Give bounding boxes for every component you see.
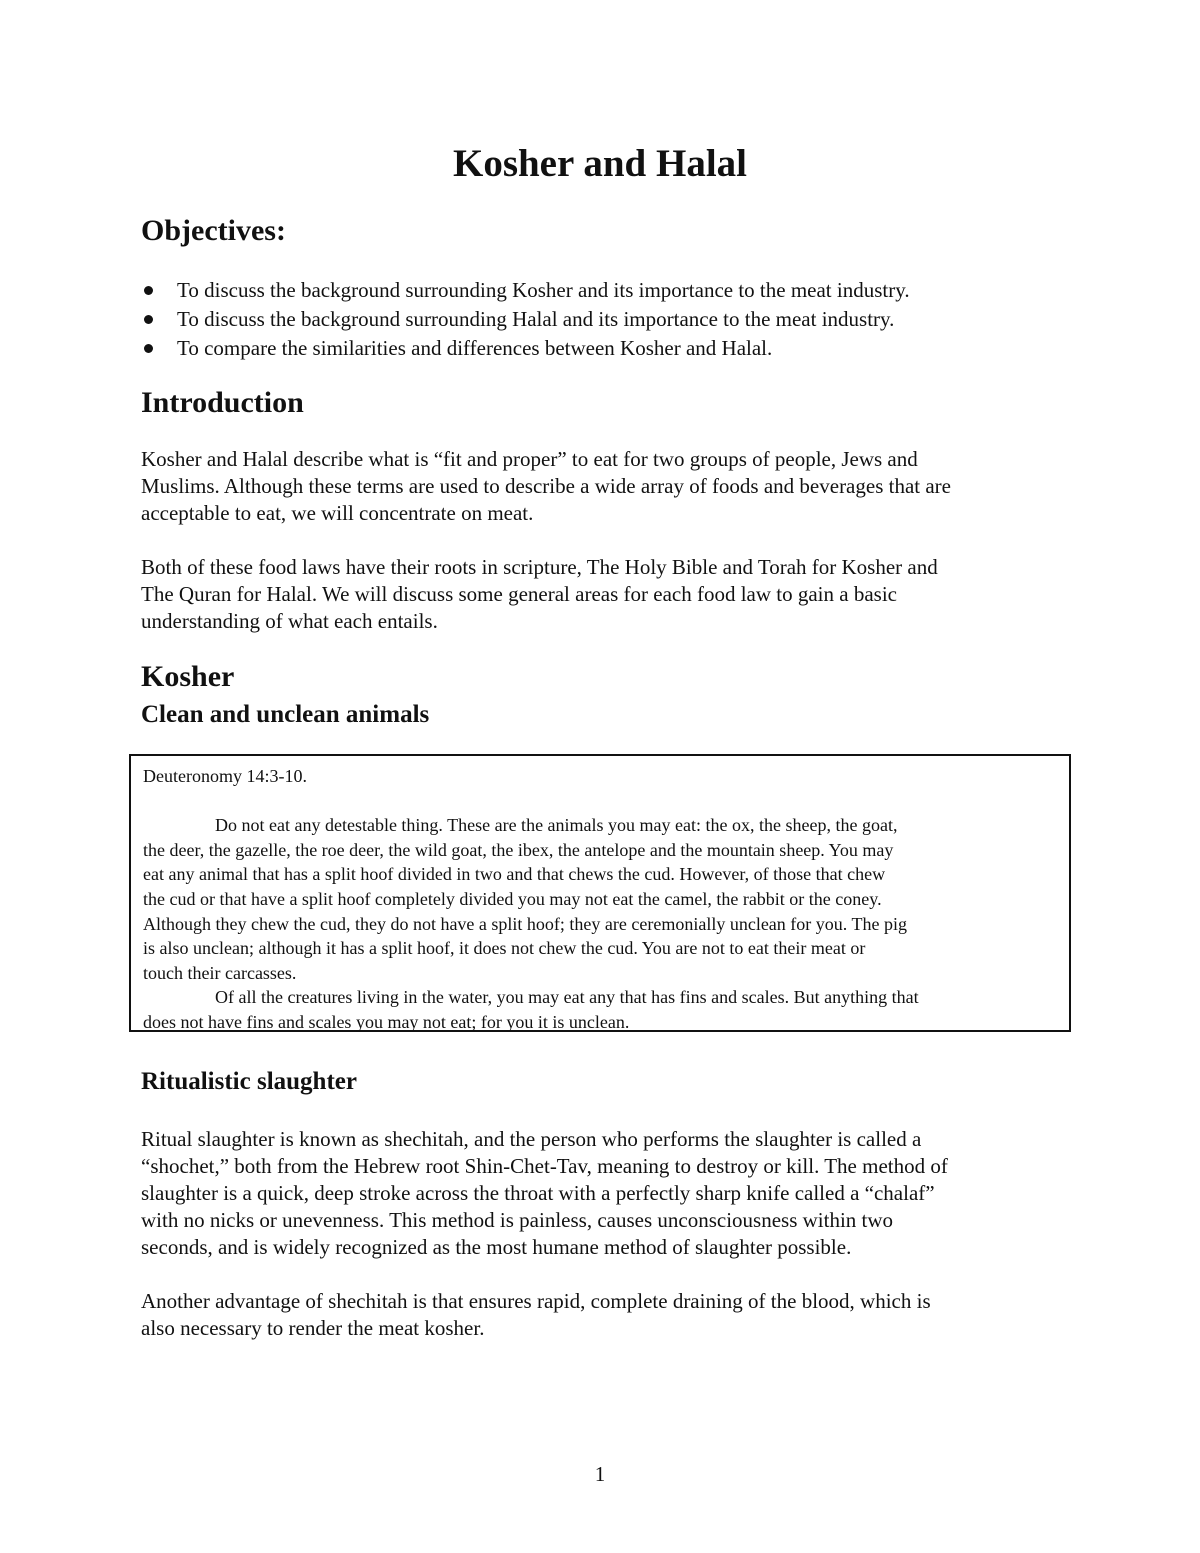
quote-spacer	[143, 789, 1063, 814]
ritual-paragraph-2	[141, 1288, 1081, 1342]
text-line: Kosher and Halal describe what is “fit and proper” to eat for two groups of people, Jews and	[141, 447, 918, 471]
text-line: eat any animal that has a split hoof divided in two and that chews the cud. However, of those that chew	[143, 864, 886, 885]
text-line: is also unclean; although it has a split hoof, it does not chew the cud. You are not to eat their meat or	[143, 938, 866, 959]
text-line: Muslims. Although these terms are used to describe a wide array of foods and beverages that are	[141, 474, 951, 498]
text-line: “shochet,” both from the Hebrew root Shin-Chet-Tav, meaning to destroy or kill. The method of	[141, 1154, 948, 1178]
objectives-list	[141, 276, 1101, 363]
text-line: understanding of what each entails.	[141, 609, 438, 633]
text-line: Of all the creatures living in the water, you may eat any that has fins and scales. But anything that	[215, 987, 919, 1008]
text-line: seconds, and is widely recognized as the most humane method of slaughter possible.	[141, 1235, 852, 1259]
page-number: 1	[594, 1462, 606, 1486]
clean-unclean-subheading: Clean and unclean animals	[141, 701, 430, 728]
document-title: Kosher and Halal	[452, 142, 747, 185]
bullet-icon	[144, 315, 153, 324]
list-item	[141, 305, 1101, 334]
text-line: slaughter is a quick, deep stroke across the throat with a perfectly sharp knife called a “chalaf”	[141, 1181, 935, 1205]
text-line: with no nicks or unevenness. This method is painless, causes unconsciousness within two	[141, 1208, 894, 1232]
text-line: Ritual slaughter is known as shechitah, and the person who performs the slaughter is called a	[141, 1127, 922, 1151]
bullet-icon	[144, 344, 153, 353]
introduction-paragraph-2	[141, 554, 1081, 635]
list-item	[141, 334, 1101, 363]
text-line: The Quran for Halal. We will discuss some general areas for each food law to gain a basic	[141, 582, 897, 606]
list-item-text: To discuss the background surrounding Kosher and its importance to the meat industry.	[177, 278, 910, 302]
text-line: acceptable to eat, we will concentrate on meat.	[141, 501, 534, 525]
text-line: Do not eat any detestable thing. These are the animals you may eat: the ox, the sheep, the goat,	[215, 815, 898, 836]
text-line: the cud or that have a split hoof completely divided you may not eat the camel, the rabbit or the coney.	[143, 888, 882, 909]
introduction-paragraph-1	[141, 446, 1081, 527]
text-line: the deer, the gazelle, the roe deer, the wild goat, the ibex, the antelope and the mountain sheep. You may	[143, 839, 894, 860]
text-line: Another advantage of shechitah is that ensures rapid, complete draining of the blood, which is	[141, 1289, 931, 1313]
kosher-heading: Kosher	[141, 660, 235, 693]
introduction-heading: Introduction	[141, 386, 304, 419]
ritual-slaughter-subheading: Ritualistic slaughter	[141, 1068, 357, 1095]
text-line: Although they chew the cud, they do not have a split hoof; they are ceremonially unclean for you. The pig	[143, 913, 907, 934]
list-item-text: To discuss the background surrounding Halal and its importance to the meat industry.	[177, 307, 895, 331]
scripture-quote-box	[129, 754, 1071, 1032]
list-item	[141, 276, 1101, 305]
scripture-quote-text	[143, 764, 1063, 1035]
list-item-text: To compare the similarities and differences between Kosher and Halal.	[177, 336, 773, 360]
text-line: does not have fins and scales you may not eat; for you it is unclean.	[143, 1011, 630, 1032]
text-line: Both of these food laws have their roots in scripture, The Holy Bible and Torah for Kosher and	[141, 555, 938, 579]
objectives-heading: Objectives:	[141, 214, 286, 247]
text-line: also necessary to render the meat kosher.	[141, 1316, 485, 1340]
quote-reference: Deuteronomy 14:3-10.	[143, 766, 307, 786]
bullet-icon	[144, 286, 153, 295]
ritual-paragraph-1	[141, 1126, 1081, 1261]
text-line: touch their carcasses.	[143, 962, 297, 983]
